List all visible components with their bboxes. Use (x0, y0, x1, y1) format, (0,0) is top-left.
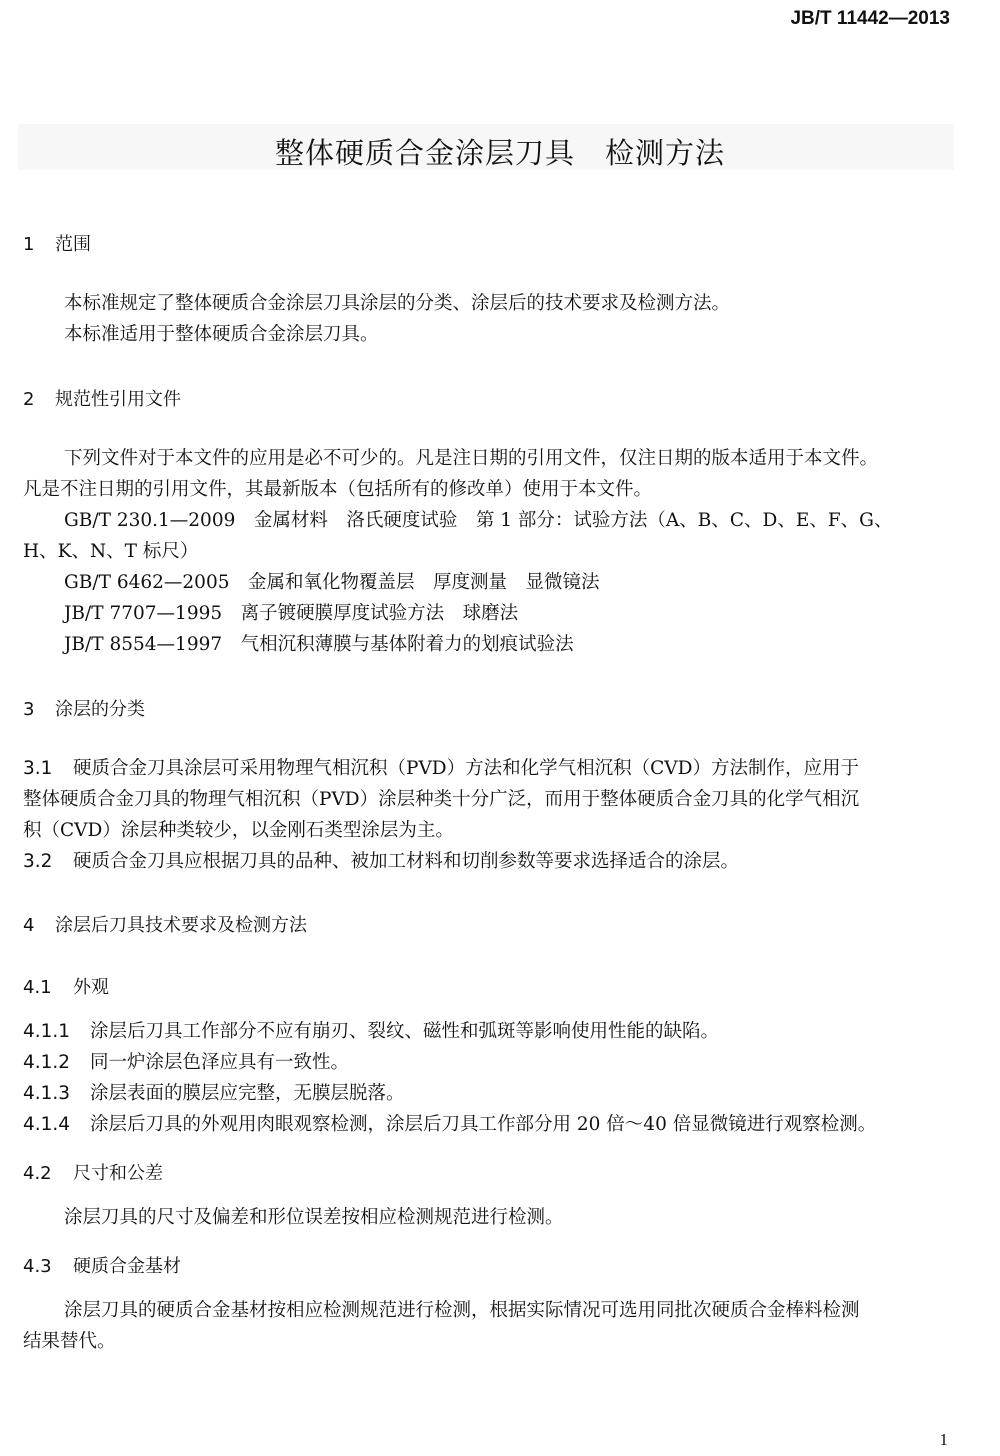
reference-item-gbt-230-1: GB/T 230.1—2009 金属材料 洛氏硬度试验 第 1 部分：试验方法（A、B、C、D、E、F、G、 (64, 510, 893, 531)
clause-number: 4.1.1 (23, 1021, 71, 1042)
reference-item-gbt-230-1-cont: H、K、N、T 标尺） (23, 541, 199, 562)
subsection-4-3-heading (23, 1252, 181, 1278)
clause-4-1-4 (23, 1109, 876, 1141)
section-2-heading (23, 385, 181, 411)
clause-text: 涂层后刀具的外观用肉眼观察检测，涂层后刀具工作部分用 20 倍～40 倍显微镜进行观察检测。 (90, 1114, 877, 1135)
reference-item-gbt-6462: GB/T 6462—2005 金属和氧化物覆盖层 厚度测量 显微镜法 (64, 572, 600, 593)
references-intro-line-2: 凡是不注日期的引用文件，其最新版本（包括所有的修改单）使用于本文件。 (23, 479, 653, 500)
clause-4-1-3 (23, 1078, 405, 1110)
section-title: 涂层的分类 (55, 699, 145, 720)
clause-number: 4.1.3 (23, 1083, 71, 1104)
document-title: 整体硬质合金涂层刀具 检测方法 (274, 136, 725, 170)
dimensions-paragraph: 涂层刀具的尺寸及偏差和形位误差按相应检测规范进行检测。 (64, 1207, 564, 1228)
clause-number: 4.1.4 (23, 1114, 71, 1135)
page-number: 1 (939, 1430, 948, 1449)
section-number: 3 (23, 699, 35, 720)
clause-3-2 (23, 846, 739, 878)
clause-text: 硬质合金刀具应根据刀具的品种、被加工材料和切削参数等要求选择适合的涂层。 (73, 851, 740, 872)
section-4-heading (23, 911, 307, 937)
section-1-heading (23, 230, 91, 256)
section-number: 1 (23, 234, 35, 255)
clause-text: 涂层表面的膜层应完整，无膜层脱落。 (90, 1083, 405, 1104)
clause-3-1-line-2: 整体硬质合金刀具的物理气相沉积（PVD）涂层种类十分广泛，而用于整体硬质合金刀具的化学气相沉 (23, 789, 860, 810)
subsection-number: 4.3 (23, 1256, 52, 1277)
clause-3-1-line-3: 积（CVD）涂层种类较少，以金刚石类型涂层为主。 (23, 820, 454, 841)
section-title: 规范性引用文件 (55, 389, 181, 410)
standard-code: JB/T 11442—2013 (790, 8, 950, 29)
section-number: 2 (23, 389, 35, 410)
scope-paragraph-1: 本标准规定了整体硬质合金涂层刀具涂层的分类、涂层后的技术要求及检测方法。 (64, 293, 731, 314)
subsection-4-1-heading (23, 973, 109, 999)
section-title: 涂层后刀具技术要求及检测方法 (55, 915, 307, 936)
substrate-paragraph-line-1: 涂层刀具的硬质合金基材按相应检测规范进行检测，根据实际情况可选用同批次硬质合金棒料检测 (64, 1300, 860, 1321)
clause-text: 硬质合金刀具涂层可采用物理气相沉积（PVD）方法和化学气相沉积（CVD）方法制作，应用于 (73, 758, 859, 779)
section-title: 范围 (55, 234, 91, 255)
section-3-heading (23, 695, 145, 721)
reference-item-jbt-7707: JB/T 7707—1995 离子镀硬膜厚度试验方法 球磨法 (64, 603, 519, 624)
clause-text: 涂层后刀具工作部分不应有崩刃、裂纹、磁性和弧斑等影响使用性能的缺陷。 (90, 1021, 720, 1042)
subsection-title: 尺寸和公差 (73, 1163, 163, 1184)
subsection-number: 4.2 (23, 1163, 52, 1184)
section-number: 4 (23, 915, 35, 936)
references-intro-line-1: 下列文件对于本文件的应用是必不可少的。凡是注日期的引用文件，仅注日期的版本适用于本文件。 (64, 448, 879, 469)
substrate-paragraph-line-2: 结果替代。 (23, 1331, 116, 1352)
subsection-title: 硬质合金基材 (73, 1256, 181, 1277)
clause-4-1-1 (23, 1016, 719, 1048)
clause-text: 同一炉涂层色泽应具有一致性。 (90, 1052, 350, 1073)
clause-number: 4.1.2 (23, 1052, 71, 1073)
clause-number: 3.1 (23, 758, 53, 779)
reference-item-jbt-8554: JB/T 8554—1997 气相沉积薄膜与基体附着力的划痕试验法 (64, 634, 574, 655)
subsection-4-2-heading (23, 1159, 163, 1185)
clause-3-1 (23, 753, 859, 785)
clause-4-1-2 (23, 1047, 349, 1079)
subsection-title: 外观 (73, 977, 109, 998)
scope-paragraph-2: 本标准适用于整体硬质合金涂层刀具。 (64, 324, 379, 345)
subsection-number: 4.1 (23, 977, 52, 998)
clause-number: 3.2 (23, 851, 53, 872)
